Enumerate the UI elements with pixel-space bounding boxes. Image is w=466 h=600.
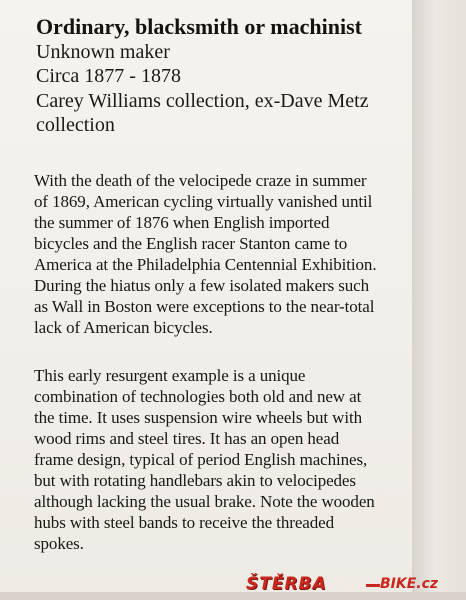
paragraph-2-line: combination of technologies both old and new at	[34, 387, 362, 406]
paragraph-2-line: although lacking the usual brake. Note the wooden	[34, 492, 375, 511]
wall-edge	[414, 0, 466, 600]
paragraph-1-line: With the death of the velocipede craze in summer	[34, 171, 367, 190]
paragraph-1-line: as Wall in Boston were exceptions to the near-total	[34, 297, 375, 316]
paragraph-2-line: frame design, typical of period English machines,	[34, 450, 368, 469]
watermark	[246, 574, 466, 600]
paragraph-1-line: the summer of 1876 when English imported	[34, 213, 330, 232]
placard-date: Circa 1877 - 1878	[36, 65, 181, 87]
placard-collection-line-1: Carey Williams collection, ex-Dave Metz	[36, 90, 369, 112]
paragraph-2-line: spokes.	[34, 534, 84, 553]
paragraph-2-line: This early resurgent example is a unique	[34, 366, 306, 385]
paragraph-1-line: During the hiatus only a few isolated makers such	[34, 276, 370, 295]
watermark-site: BIKE.cz	[380, 576, 439, 592]
paragraph-1-line: bicycles and the English racer Stanton came to	[34, 234, 348, 253]
placard-title: Ordinary, blacksmith or machinist	[36, 14, 362, 39]
watermark-dash	[366, 584, 380, 587]
paragraph-2-line: wood rims and steel tires. It has an open head	[34, 429, 340, 448]
paragraph-2-line: hubs with steel bands to receive the threaded	[34, 513, 334, 532]
placard-collection-line-2: collection	[36, 114, 115, 136]
paragraph-1-line: lack of American bicycles.	[34, 318, 213, 337]
paragraph-2-line: but with rotating handlebars akin to velocipedes	[34, 471, 356, 490]
paragraph-2-line: the time. It uses suspension wire wheels but with	[34, 408, 362, 427]
paragraph-1-line: of 1869, American cycling virtually vanished until	[34, 192, 373, 211]
watermark-brand: ŠTĚRBA	[246, 574, 327, 594]
placard-maker: Unknown maker	[36, 41, 170, 63]
paragraph-1-line: America at the Philadelphia Centennial Exhibition.	[34, 255, 377, 274]
